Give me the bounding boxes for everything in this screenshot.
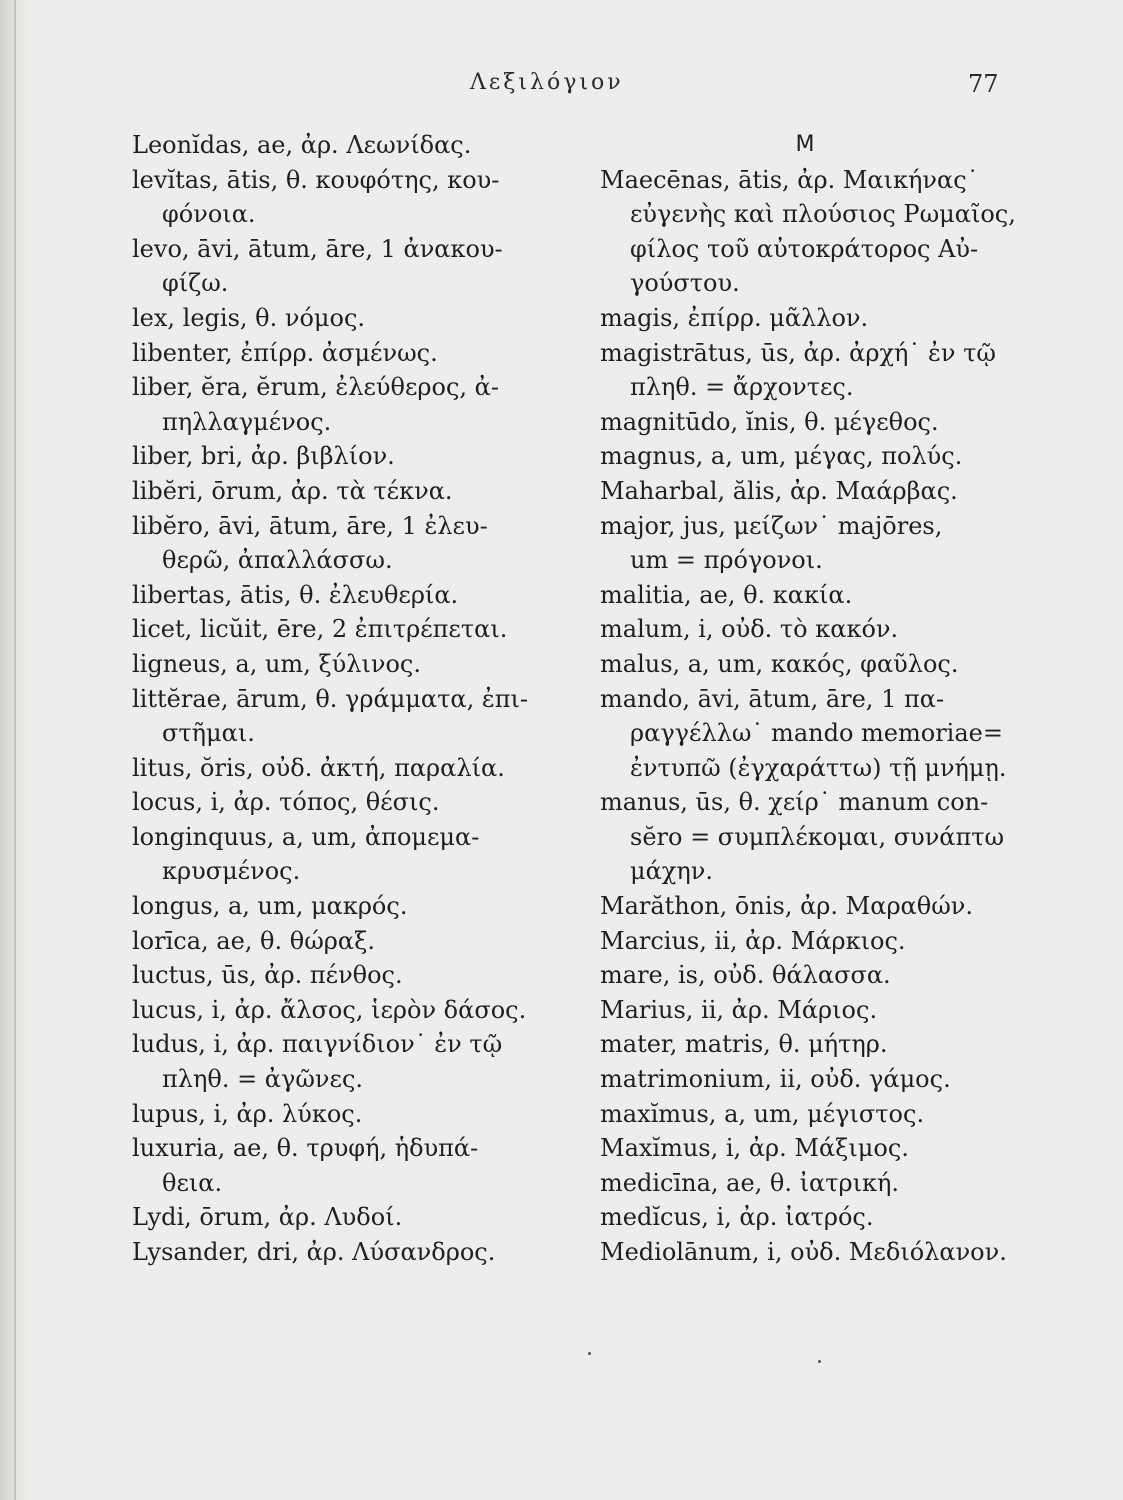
dictionary-line: libĕro, āvi, ātum, āre, 1 ἐλευ-	[132, 511, 488, 540]
dictionary-line: Maharbal, ălis, ἀρ. Μαάρβας.	[600, 476, 958, 505]
dictionary-line: κρυσμένος.	[162, 857, 301, 886]
dictionary-line: luxuria, ae, θ. τρυφή, ἡδυπά-	[132, 1134, 479, 1163]
dictionary-line: um = πρόγονοι.	[630, 546, 823, 575]
dictionary-line: mando, āvi, ātum, āre, 1 πα-	[600, 684, 945, 713]
dictionary-line: Maxĭmus, i, ἀρ. Μάξιμος.	[600, 1134, 909, 1163]
left-column	[132, 128, 572, 1270]
dictionary-line: longinquus, a, um, ἀπομεμα-	[132, 822, 480, 851]
dictionary-line: major, jus, μείζων˙ majōres,	[600, 511, 943, 540]
dictionary-line: πληθ. = ἄρχοντες.	[630, 373, 854, 402]
dictionary-line: πληθ. = ἀγῶνες.	[162, 1065, 364, 1094]
dictionary-line: στῆμαι.	[162, 719, 255, 748]
dictionary-line: litus, ŏris, οὐδ. ἀκτή, παραλία.	[132, 753, 505, 782]
dictionary-line: licet, licŭit, ēre, 2 ἐπιτρέπεται.	[132, 615, 508, 644]
dictionary-line: Mediolānum, i, οὐδ. Μεδιόλανον.	[600, 1238, 1007, 1266]
right-column	[600, 128, 1016, 1270]
dictionary-line: ἐντυπῶ (ἐγχαράττω) τῇ μνήμῃ.	[630, 753, 1007, 782]
dictionary-line: manus, ūs, θ. χείρ˙ manum con-	[600, 788, 989, 817]
dictionary-line: θεια.	[162, 1168, 223, 1197]
dictionary-line: magnitūdo, ĭnis, θ. μέγεθος.	[600, 407, 939, 436]
running-title: Λεξιλόγιον	[470, 70, 624, 95]
dictionary-line: magis, ἐπίρρ. μᾶλλον.	[600, 303, 869, 332]
dictionary-line: ραγγέλλω˙ mando memoriae=	[630, 719, 1003, 748]
dictionary-line: lorīca, ae, θ. θώραξ.	[132, 926, 375, 955]
dictionary-line: lupus, i, ἀρ. λύκος.	[132, 1099, 363, 1128]
dictionary-line: εὐγενὴς καὶ πλούσιος Ρωμαῖος,	[630, 200, 1016, 229]
print-speck	[588, 1352, 591, 1355]
dictionary-line: Marăthon, ōnis, ἀρ. Μαραθών.	[600, 892, 973, 921]
section-letter-heading: M	[795, 132, 815, 157]
dictionary-line: magnus, a, um, μέγας, πολύς.	[600, 442, 963, 471]
dictionary-line: malum, i, οὐδ. τὸ κακόν.	[600, 615, 899, 644]
dictionary-line: Maecēnas, ātis, ἀρ. Μαικήνας˙	[600, 165, 979, 194]
dictionary-line: Marius, ii, ἀρ. Μάριος.	[600, 995, 878, 1024]
dictionary-line: lex, legis, θ. νόμος.	[132, 303, 366, 332]
dictionary-line: mater, matris, θ. μήτηρ.	[600, 1030, 888, 1059]
dictionary-line: lucus, i, ἀρ. ἄλσος, ἱερὸν δάσος.	[132, 995, 527, 1024]
dictionary-line: θερῶ, ἀπαλλάσσω.	[162, 546, 393, 575]
dictionary-line: magistrātus, ūs, ἀρ. ἀρχή˙ ἐν τῷ	[600, 338, 996, 367]
dictionary-line: longus, a, um, μακρός.	[132, 892, 408, 921]
dictionary-line: matrimonium, ii, οὐδ. γάμος.	[600, 1065, 951, 1094]
dictionary-line: luctus, ūs, ἀρ. πένθος.	[132, 961, 403, 990]
dictionary-line: μάχην.	[630, 857, 713, 886]
dictionary-line: libertas, ātis, θ. ἐλευθερία.	[132, 580, 459, 609]
print-speck	[818, 1360, 821, 1363]
dictionary-line: mare, is, οὐδ. θάλασσα.	[600, 961, 891, 990]
dictionary-line: maxĭmus, a, um, μέγιστος.	[600, 1099, 925, 1128]
dictionary-line: ligneus, a, um, ξύλινος.	[132, 649, 421, 678]
page-gutter-shadow	[0, 0, 28, 1500]
dictionary-line: Lysander, dri, ἀρ. Λύσανδρος.	[132, 1238, 496, 1266]
dictionary-line: φίλος τοῦ αὐτοκράτορος Αὐ-	[630, 234, 979, 263]
dictionary-line: Marcius, ii, ἀρ. Μάρκιος.	[600, 926, 906, 955]
page-number: 77	[968, 70, 999, 98]
dictionary-line: liber, ĕra, ĕrum, ἐλεύθερος, ἀ-	[132, 373, 499, 402]
dictionary-line: φίζω.	[162, 269, 229, 298]
dictionary-line: medicīna, ae, θ. ἰατρική.	[600, 1168, 900, 1197]
dictionary-line: malus, a, um, κακός, φαῦλος.	[600, 649, 959, 678]
dictionary-line: locus, i, ἀρ. τόπος, θέσις.	[132, 788, 440, 817]
dictionary-line: γούστου.	[630, 269, 740, 298]
dictionary-line: φόνοια.	[162, 200, 256, 229]
dictionary-line: malitia, ae, θ. κακία.	[600, 580, 853, 609]
dictionary-line: πηλλαγμένος.	[162, 407, 332, 436]
dictionary-line: libĕri, ōrum, ἀρ. τὰ τέκνα.	[132, 476, 453, 505]
dictionary-line: Lydi, ōrum, ἀρ. Λυδοί.	[132, 1203, 403, 1232]
dictionary-line: libenter, ἐπίρρ. ἀσμένως.	[132, 338, 438, 367]
dictionary-line: liber, bri, ἀρ. βιβλίον.	[132, 442, 395, 471]
dictionary-line: Leonĭdas, ae, ἀρ. Λεωνίδας.	[132, 131, 472, 159]
dictionary-line: levĭtas, ātis, θ. κουφότης, κου-	[132, 165, 500, 194]
dictionary-line: levo, āvi, ātum, āre, 1 ἀνακου-	[132, 234, 503, 263]
dictionary-line: medĭcus, i, ἀρ. ἰατρός.	[600, 1203, 874, 1232]
dictionary-line: sĕro = συμπλέκομαι, συνάπτω	[630, 822, 1005, 851]
dictionary-line: ludus, i, ἀρ. παιγνίδιον˙ ἐν τῷ	[132, 1030, 503, 1059]
dictionary-line: littĕrae, ārum, θ. γράμματα, ἐπι-	[132, 684, 529, 713]
